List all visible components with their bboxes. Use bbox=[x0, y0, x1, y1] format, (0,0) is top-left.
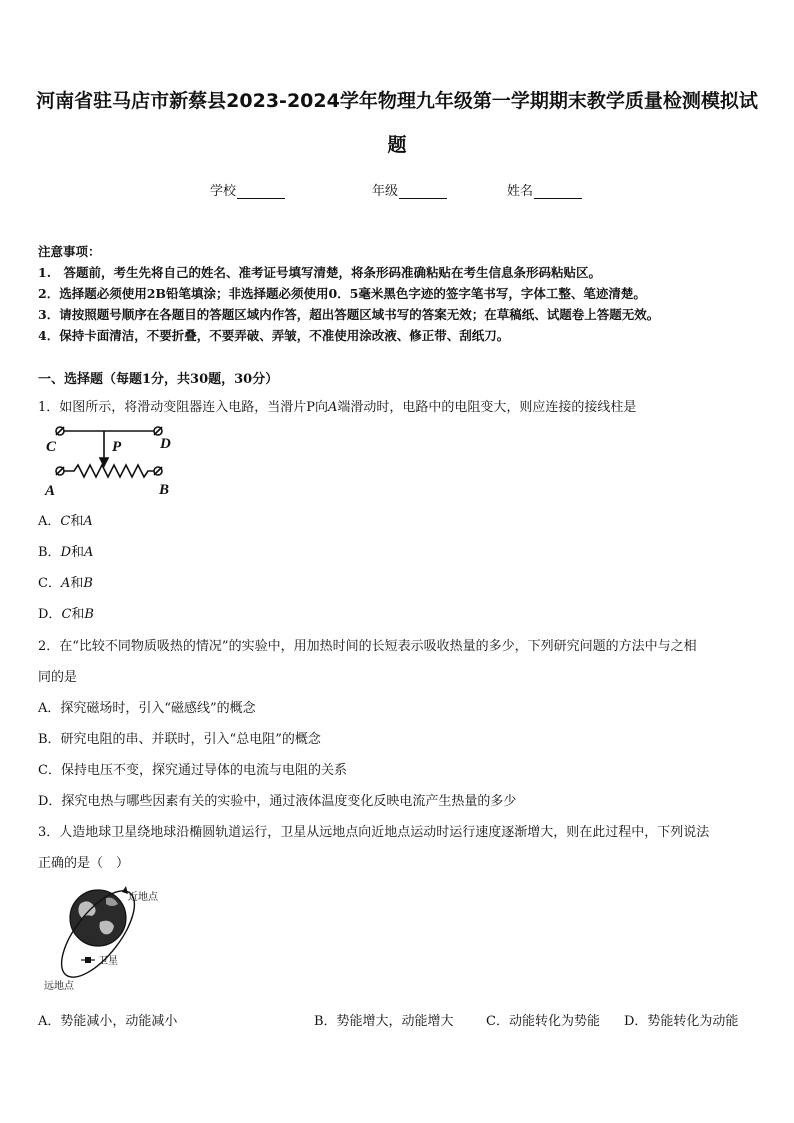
note-item: 3．请按照题号顺序在各题目的答题区域内作答，超出答题区域书写的答案无效；在草稿纸、试题卷上答题无效。 bbox=[38, 307, 660, 322]
question-3-line1: 3．人造地球卫星绕地球沿椭圆轨道运行，卫星从远地点向近地点运动时运行速度逐渐增大，则在此过程中，下列说法 bbox=[38, 825, 710, 840]
q3-option-a[interactable]: A．势能减小，动能减小 bbox=[38, 1014, 178, 1029]
label-a: A bbox=[45, 483, 56, 499]
q2-option-b[interactable]: B．研究电阻的串、并联时，引入“总电阻”的概念 bbox=[38, 732, 321, 747]
grade-label: 年级 bbox=[372, 184, 399, 199]
note-item: 2．选择题必须使用2B铅笔填涂；非选择题必须使用0．5毫米黑色字迹的签字笔书写，字体工整、笔迹清楚。 bbox=[38, 286, 646, 301]
q1-text-a: 1．如图所示，将滑动变阻器连入电路，当滑片P向 bbox=[38, 400, 329, 415]
orbit-figure bbox=[40, 882, 170, 992]
question-2-line2: 同的是 bbox=[38, 670, 78, 685]
name-label: 姓名 bbox=[507, 184, 534, 199]
q1-text-b: 端滑动时，电路中的电阻变大，则应连接的接线柱是 bbox=[337, 400, 637, 415]
option-var: A bbox=[60, 576, 71, 591]
q3-option-c[interactable]: C．动能转化为势能 bbox=[486, 1014, 600, 1029]
option-prefix: B． bbox=[38, 545, 61, 560]
label-p: P bbox=[112, 439, 122, 455]
q1-text-var: A bbox=[328, 400, 338, 415]
option-var: B bbox=[83, 576, 93, 591]
option-prefix: C． bbox=[38, 576, 61, 591]
option-var: A bbox=[83, 514, 93, 529]
q2-option-d[interactable]: D．探究电热与哪些因素有关的实验中，通过液体温度变化反映电流产生热量的多少 bbox=[38, 794, 517, 809]
option-conj: 和 bbox=[70, 514, 84, 529]
note-item: 4．保持卡面清洁，不要折叠，不要弄破、弄皱，不准使用涂改液、修正带、刮纸刀。 bbox=[38, 328, 510, 343]
question-1-text bbox=[38, 396, 636, 415]
exam-title-line1: 河南省驻马店市新蔡县2023-2024学年物理九年级第一学期期末教学质量检测模拟试 bbox=[36, 90, 758, 112]
section-heading: 一、选择题（每题1分，共30题，30分） bbox=[38, 372, 279, 387]
grade-blank[interactable] bbox=[399, 185, 447, 199]
option-var: A bbox=[84, 545, 94, 560]
option-conj: 和 bbox=[71, 607, 85, 622]
label-satellite: 卫星 bbox=[98, 956, 118, 967]
note-item: 1. 答题前，考生先将自己的姓名、准考证号填写清楚，将条形码准确粘贴在考生信息条形码粘贴区。 bbox=[38, 265, 602, 280]
label-apogee: 远地点 bbox=[44, 981, 74, 992]
option-prefix: D． bbox=[38, 607, 62, 622]
question-3-line2: 正确的是（ ） bbox=[38, 856, 130, 871]
q2-option-c[interactable]: C．保持电压不变，探究通过导体的电流与电阻的关系 bbox=[38, 763, 347, 778]
q3-option-b[interactable]: B．势能增大，动能增大 bbox=[314, 1014, 454, 1029]
option-var: D bbox=[60, 545, 71, 560]
q2-option-a[interactable]: A．探究磁场时，引入“磁感线”的概念 bbox=[38, 701, 256, 716]
school-field[interactable] bbox=[210, 180, 285, 199]
label-perigee: 近地点 bbox=[128, 892, 158, 903]
notes-heading: 注意事项： bbox=[38, 244, 101, 259]
option-var: C bbox=[61, 607, 72, 622]
school-label: 学校 bbox=[210, 184, 237, 199]
school-blank[interactable] bbox=[237, 185, 285, 199]
option-conj: 和 bbox=[70, 576, 84, 591]
option-prefix: A． bbox=[38, 514, 61, 529]
q3-option-d[interactable]: D．势能转化为动能 bbox=[624, 1014, 739, 1029]
option-var: C bbox=[60, 514, 71, 529]
label-c: C bbox=[46, 439, 57, 455]
q1-option-c[interactable] bbox=[38, 572, 93, 591]
label-b: B bbox=[159, 482, 170, 498]
q1-option-a[interactable] bbox=[38, 510, 93, 529]
option-conj: 和 bbox=[71, 545, 85, 560]
q1-option-d[interactable] bbox=[38, 603, 94, 622]
notes-block bbox=[38, 241, 659, 346]
option-var: B bbox=[84, 607, 94, 622]
label-d: D bbox=[160, 436, 171, 452]
grade-field[interactable] bbox=[372, 180, 447, 199]
rheostat-figure bbox=[40, 420, 180, 502]
name-field[interactable] bbox=[507, 180, 582, 199]
name-blank[interactable] bbox=[534, 185, 582, 199]
question-2-line1: 2．在“比较不同物质吸热的情况”的实验中，用加热时间的长短表示吸收热量的多少，下列研究问题的方法中与之相 bbox=[38, 639, 697, 654]
exam-title-line2: 题 bbox=[387, 134, 407, 156]
q1-option-b[interactable] bbox=[38, 541, 93, 560]
